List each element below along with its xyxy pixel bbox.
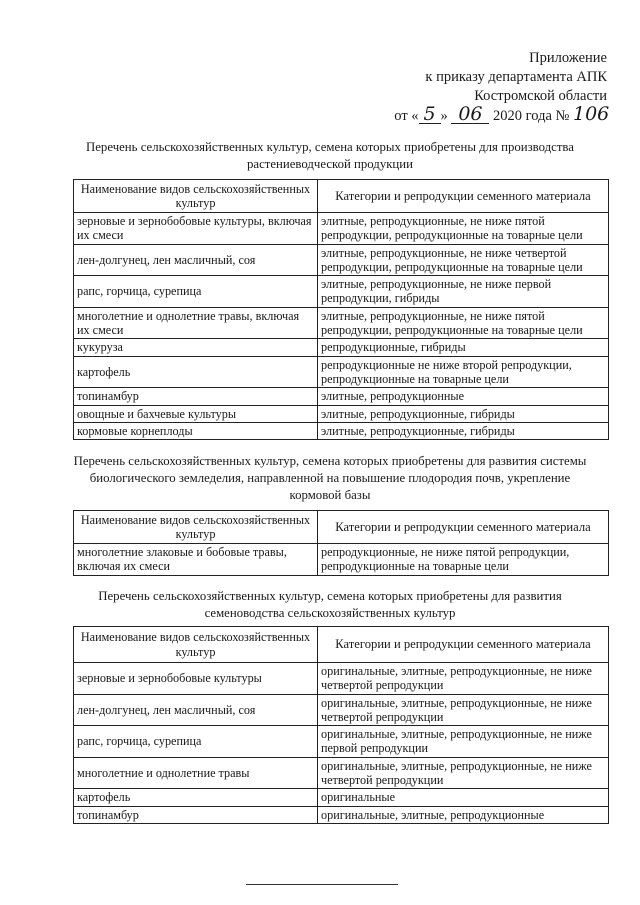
table-row <box>74 307 609 339</box>
category-cell: оригинальные, элитные, репродукционные, не ниже четвертой репродукции <box>318 663 609 695</box>
col-header-crop: Наименование видов сельскохозяйственных культур <box>74 511 318 544</box>
category-cell: оригинальные, элитные, репродукционные, не ниже четвертой репродукции <box>318 694 609 726</box>
handwritten-order-number: 106 <box>573 103 610 125</box>
category-cell: репродукционные, гибриды <box>318 339 609 356</box>
col-header-crop: Наименование видов сельскохозяйственных культур <box>74 627 318 663</box>
col-header-crop: Наименование видов сельскохозяйственных культур <box>74 180 318 213</box>
table-header-row <box>74 511 609 544</box>
section1-title: Перечень сельскохозяйственных культур, семена которых приобретены для производства растениеводческой продукции <box>86 140 574 171</box>
table-row <box>74 213 609 245</box>
category-cell: элитные, репродукционные, не ниже четвертой репродукции, репродукционные на товарные цели <box>318 244 609 276</box>
table-row <box>74 663 609 695</box>
category-cell: элитные, репродукционные, гибриды <box>318 405 609 422</box>
table-row <box>74 544 609 576</box>
crop-cell: многолетние и однолетние травы, включая их смеси <box>74 307 318 339</box>
crop-cell: зерновые и зернобобовые культуры, включая их смеси <box>74 213 318 245</box>
table-row <box>74 806 609 823</box>
category-cell: элитные, репродукционные, не ниже пятой репродукции, репродукционные на товарные цели <box>318 307 609 339</box>
crop-cell: лен-долгунец, лен масличный, соя <box>74 694 318 726</box>
category-cell: репродукционные, не ниже пятой репродукции, репродукционные на товарные цели <box>318 544 609 576</box>
col-header-category: Категории и репродукции семенного материала <box>318 511 609 544</box>
section3-title: Перечень сельскохозяйственных культур, семена которых приобретены для развития семеноводства сельскохозяйственных культур <box>98 589 562 620</box>
category-cell: оригинальные, элитные, репродукционные <box>318 806 609 823</box>
table-row <box>74 694 609 726</box>
crop-cell: многолетние злаковые и бобовые травы, включая их смеси <box>74 544 318 576</box>
section2-title: Перечень сельскохозяйственных культур, семена которых приобретены для развития системы биологического земледелия, направленной на повышение плодородия почв, укрепление кормовой базы <box>73 454 587 502</box>
crop-cell: многолетние и однолетние травы <box>74 757 318 789</box>
table-row <box>74 789 609 806</box>
date-quote-close: » <box>440 108 448 124</box>
handwritten-day: 5 <box>419 106 441 124</box>
crop-cell: топинамбур <box>74 806 318 823</box>
category-cell: элитные, репродукционные <box>318 388 609 405</box>
date-prefix: от « <box>394 108 419 124</box>
category-cell: элитные, репродукционные, гибриды <box>318 422 609 439</box>
table-row <box>74 757 609 789</box>
col-header-category: Категории и репродукции семенного материала <box>318 627 609 663</box>
crop-cell: кукуруза <box>74 339 318 356</box>
order-date-line <box>394 103 610 126</box>
table-row <box>74 356 609 388</box>
category-cell: репродукционные не ниже второй репродукции, репродукционные на товарные цели <box>318 356 609 388</box>
table-row <box>74 244 609 276</box>
region-name: Костромской области <box>474 88 607 104</box>
table-row <box>74 405 609 422</box>
section2-table <box>73 510 609 576</box>
order-reference: к приказу департамента АПК <box>425 69 607 85</box>
footer-divider <box>246 884 398 885</box>
crop-cell: рапс, горчица, сурепица <box>74 276 318 308</box>
table-row <box>74 276 609 308</box>
crop-cell: рапс, горчица, сурепица <box>74 726 318 758</box>
annex-label: Приложение <box>529 50 607 66</box>
year-and-number-label: 2020 года № <box>493 108 570 124</box>
category-cell: оригинальные, элитные, репродукционные, не ниже четвертой репродукции <box>318 757 609 789</box>
table-row <box>74 726 609 758</box>
category-cell: элитные, репродукционные, не ниже первой репродукции, гибриды <box>318 276 609 308</box>
category-cell: оригинальные <box>318 789 609 806</box>
crop-cell: лен-долгунец, лен масличный, соя <box>74 244 318 276</box>
table-row <box>74 388 609 405</box>
category-cell: оригинальные, элитные, репродукционные, не ниже первой репродукции <box>318 726 609 758</box>
crop-cell: картофель <box>74 789 318 806</box>
table-header-row <box>74 627 609 663</box>
crop-cell: овощные и бахчевые культуры <box>74 405 318 422</box>
section3-table <box>73 626 609 824</box>
table-header-row <box>74 180 609 213</box>
table-row <box>74 422 609 439</box>
crop-cell: топинамбур <box>74 388 318 405</box>
handwritten-month: 06 <box>451 106 489 124</box>
category-cell: элитные, репродукционные, не ниже пятой репродукции, репродукционные на товарные цели <box>318 213 609 245</box>
crop-cell: кормовые корнеплоды <box>74 422 318 439</box>
section1-table <box>73 179 609 440</box>
document-header <box>394 49 610 126</box>
col-header-category: Категории и репродукции семенного материала <box>318 180 609 213</box>
crop-cell: зерновые и зернобобовые культуры <box>74 663 318 695</box>
crop-cell: картофель <box>74 356 318 388</box>
table-row <box>74 339 609 356</box>
